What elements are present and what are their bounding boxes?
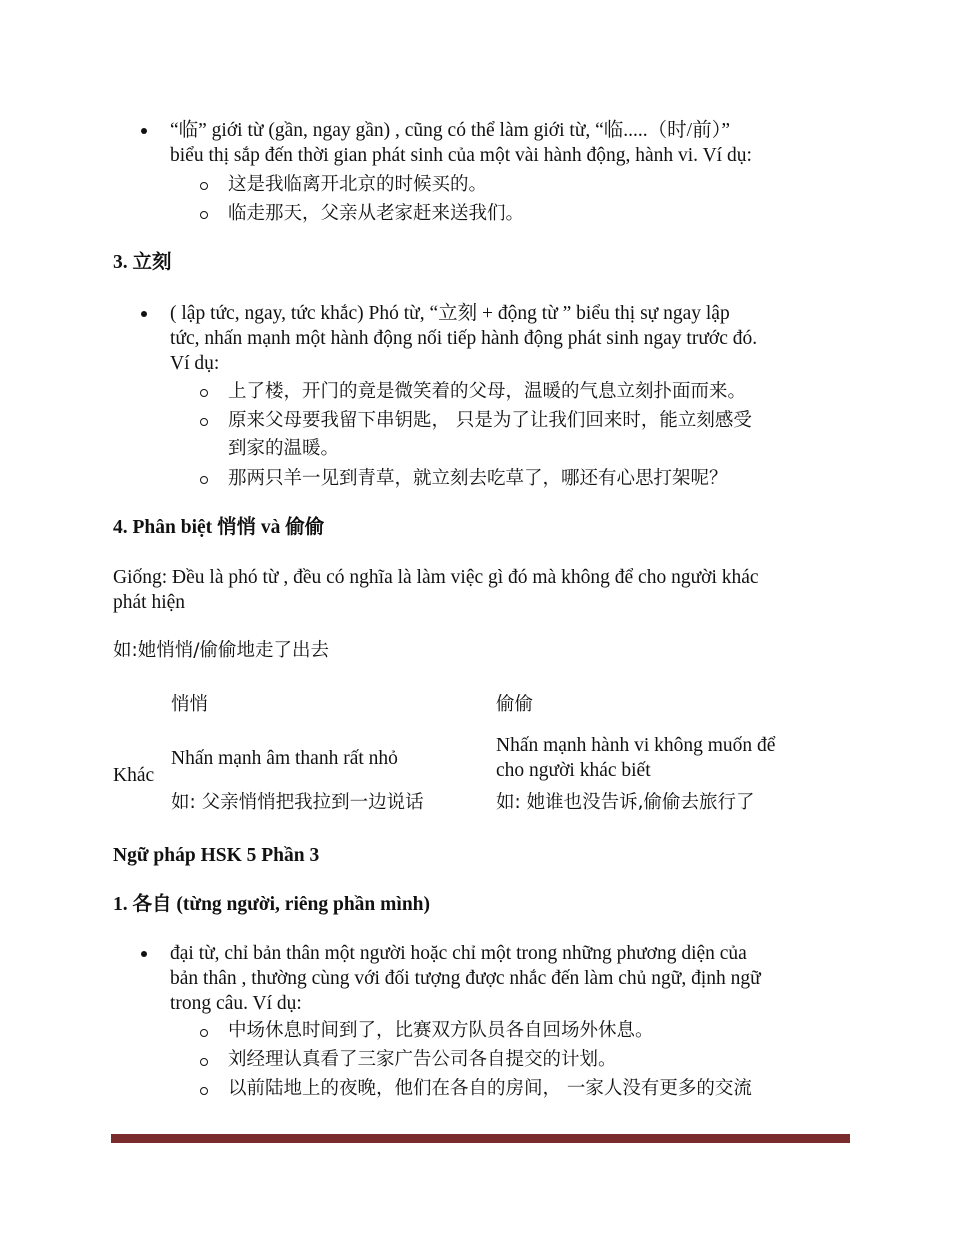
section-heading: 3. 立刻 — [113, 252, 172, 273]
table-row-label: Khác — [113, 765, 155, 786]
text-line: 原来父母要我留下串钥匙， 只是为了让我们回来时，能立刻感受 — [228, 410, 752, 431]
table-cell: 如: 父亲悄悄把我拉到一边说话 — [171, 792, 424, 813]
table-header-qiaoqiao: 悄悄 — [171, 694, 209, 715]
sub-bullet-circle — [200, 1087, 208, 1095]
text-line: Nhấn mạnh hành vi không muốn để — [496, 735, 776, 756]
example-sentence: 以前陆地上的夜晚，他们在各自的房间， 一家人没有更多的交流 — [228, 1078, 752, 1099]
similarity-paragraph — [113, 565, 863, 615]
sub-bullet-circle — [200, 211, 208, 219]
text-line: ( lập tức, ngay, tức khắc) Phó từ, “立刻 + động từ ” biểu thị sự ngay lập — [170, 303, 730, 324]
part-title: Ngữ pháp HSK 5 Phần 3 — [113, 845, 320, 866]
example-sentence — [228, 408, 752, 461]
sub-bullet-circle — [200, 476, 208, 484]
example-sentence: 中场休息时间到了，比赛双方队员各自回场外休息。 — [228, 1020, 654, 1041]
text-line: 到家的温暖。 — [228, 438, 340, 459]
example-sentence: 上了楼，开门的竟是微笑着的父母，温暖的气息立刻扑面而来。 — [228, 381, 747, 402]
text-line: tức, nhấn mạnh một hành động nối tiếp hành động phát sinh ngay trước đó. — [170, 328, 758, 349]
text-line: Ví dụ: — [170, 353, 220, 374]
part3-bullet-text — [170, 941, 860, 1016]
section-heading: 1. 各自 (từng người, riêng phần mình) — [113, 894, 430, 915]
example-sentence: 那两只羊一见到青草，就立刻去吃草了，哪还有心思打架呢？ — [228, 468, 728, 489]
table-header-toutou: 偷偷 — [496, 694, 534, 715]
text-line: “临” giới từ (gần, ngay gần) , cũng có thể làm giới từ, “临.....（时/前）” — [170, 120, 731, 141]
bullet-dot — [141, 311, 147, 317]
table-cell: Nhấn mạnh âm thanh rất nhỏ — [171, 748, 398, 769]
example-sentence: 临走那天，父亲从老家赶来送我们。 — [228, 203, 525, 224]
sub-bullet-circle — [200, 1058, 208, 1066]
bullet-dot — [141, 951, 147, 957]
text-line: bản thân , thường cùng với đối tượng được nhắc đến làm chủ ngữ, định ngữ — [170, 968, 761, 989]
text-line: Giống: Đều là phó từ , đều có nghĩa là làm việc gì đó mà không để cho người khác — [113, 567, 759, 588]
example-sentence: 这是我临离开北京的时候买的。 — [228, 174, 488, 195]
section-heading: 4. Phân biệt 悄悄 và 偷偷 — [113, 517, 325, 538]
sub-bullet-circle — [200, 182, 208, 190]
sub-bullet-circle — [200, 418, 208, 426]
text-line: trong câu. Ví dụ: — [170, 993, 302, 1014]
table-cell: 如: 她谁也没告诉,偷偷去旅行了 — [496, 792, 755, 813]
section3-bullet-text — [170, 301, 860, 376]
text-line: biểu thị sắp đến thời gian phát sinh của một vài hành động, hành vi. Ví dụ: — [170, 145, 752, 166]
example-sentence: 如:她悄悄/偷偷地走了出去 — [113, 640, 329, 661]
table-cell — [496, 733, 856, 783]
text-line: đại từ, chỉ bản thân một người hoặc chỉ một trong những phương diện của — [170, 943, 747, 964]
text-line: phát hiện — [113, 592, 186, 613]
sub-bullet-circle — [200, 389, 208, 397]
example-sentence: 刘经理认真看了三家广告公司各自提交的计划。 — [228, 1049, 617, 1070]
bullet-dot — [141, 128, 147, 134]
sub-bullet-circle — [200, 1029, 208, 1037]
text-line: cho người khác biết — [496, 760, 651, 781]
lin-bullet-text — [170, 118, 860, 168]
footer-rule — [111, 1134, 850, 1143]
